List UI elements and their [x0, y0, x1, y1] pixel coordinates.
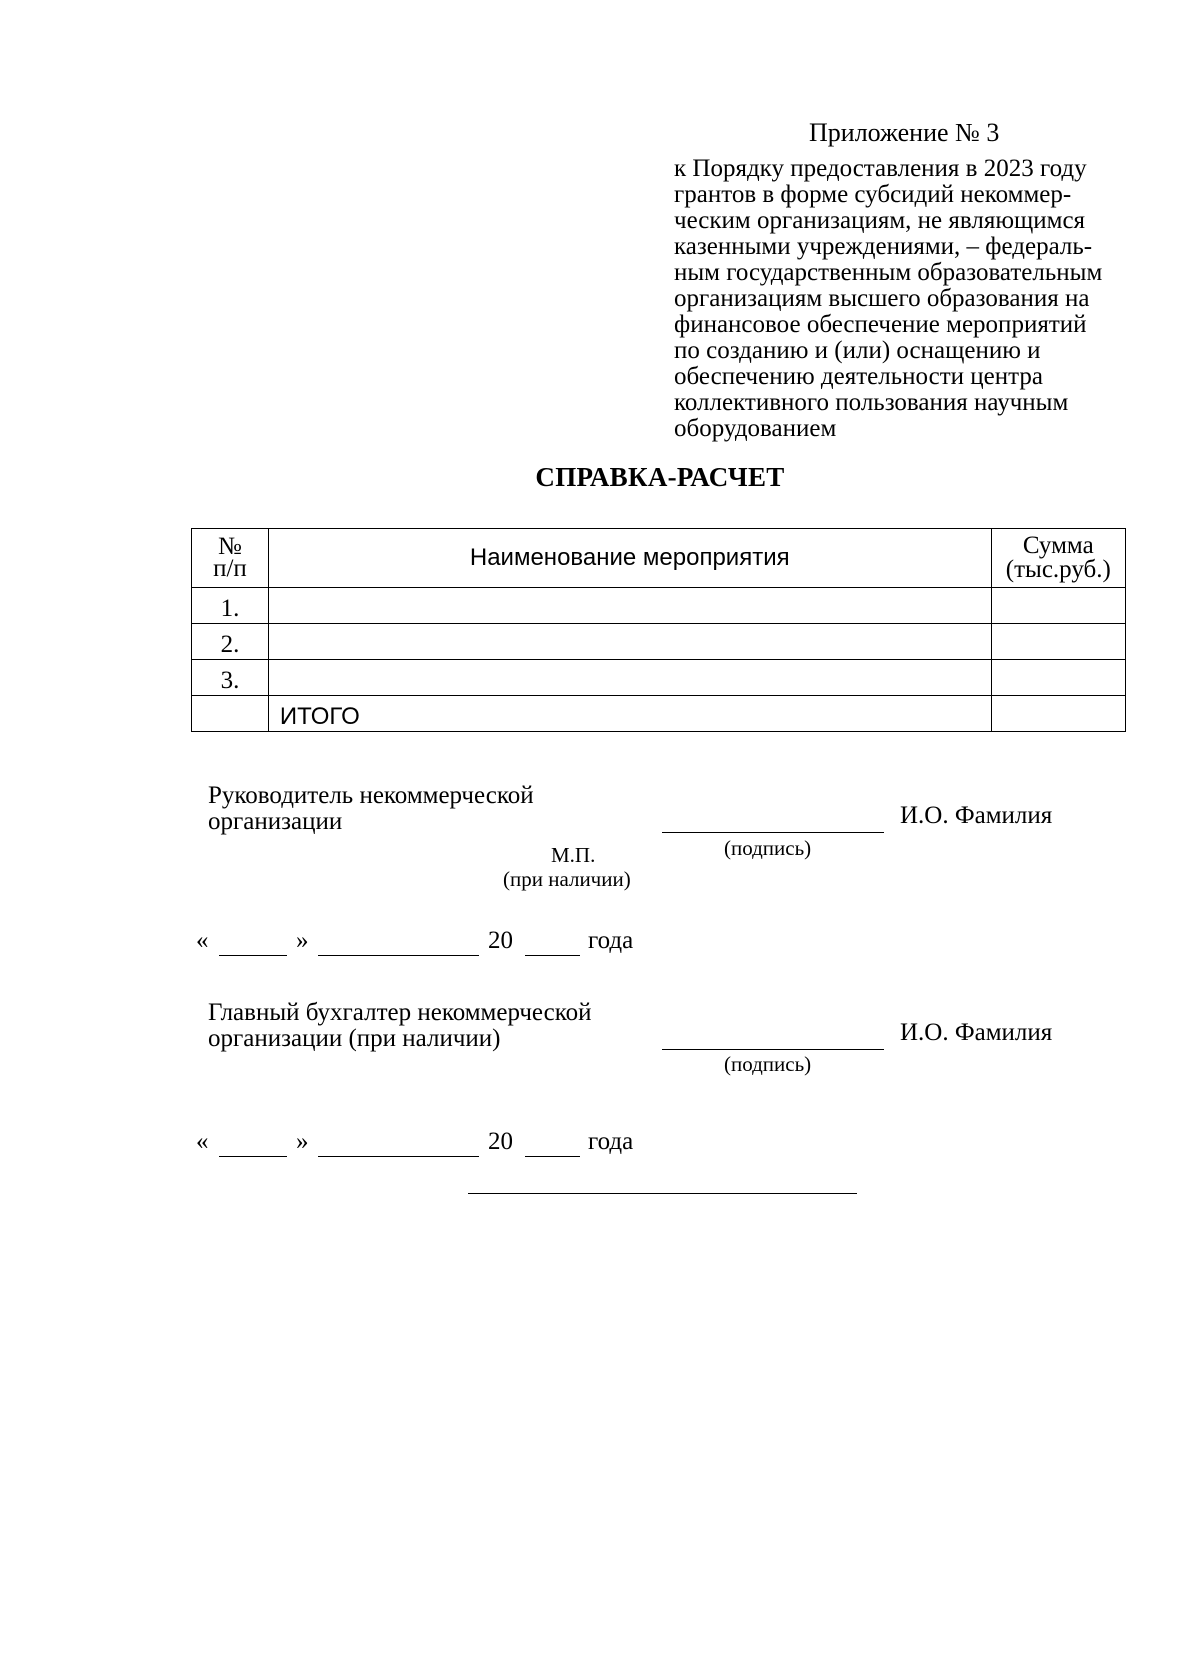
calculation-table	[191, 528, 1126, 732]
date-suffix: года	[588, 1128, 634, 1155]
document-title: СПРАВКА-РАСЧЕТ	[535, 462, 785, 492]
table-row	[192, 624, 1126, 660]
column-header-sum	[991, 529, 1125, 588]
date-century: 20	[488, 1128, 513, 1155]
annex-title: Приложение № 3	[809, 118, 1000, 147]
table-row	[192, 660, 1126, 696]
total-number-cell	[192, 696, 269, 732]
date-year-field[interactable]	[525, 1156, 580, 1157]
header-sum-line1: Сумма	[1022, 532, 1094, 559]
director-name: И.О. Фамилия	[900, 802, 1053, 829]
row-sum-cell[interactable]	[991, 624, 1125, 660]
annex-line: финансовое обеспечение мероприятий	[674, 311, 1087, 338]
director-title-line1: Руководитель некоммерческой	[208, 782, 534, 809]
date-close-quote: »	[296, 927, 309, 954]
date-open-quote: «	[196, 1128, 209, 1155]
date-century: 20	[488, 927, 513, 954]
date-close-quote: »	[296, 1128, 309, 1155]
column-header-number	[192, 529, 269, 588]
date-suffix: года	[588, 927, 634, 954]
date-day-field[interactable]	[219, 1156, 287, 1157]
stamp-label: М.П.	[551, 843, 596, 867]
header-sum-line2: (тыс.руб.)	[1005, 556, 1111, 583]
row-number: 1.	[192, 588, 269, 624]
director-title	[208, 783, 534, 835]
date-month-field[interactable]	[318, 955, 479, 956]
accountant-signature-line[interactable]	[662, 1049, 884, 1050]
header-number-line1: №	[218, 533, 242, 560]
annex-line: казенными учреждениями, – федераль-	[674, 233, 1093, 260]
column-header-name: Наименование мероприятия	[268, 529, 991, 588]
accountant-title	[208, 1000, 591, 1052]
accountant-title-line2: организации (при наличии)	[208, 1025, 501, 1052]
accountant-signature-caption: (подпись)	[724, 1052, 812, 1076]
date-day-field[interactable]	[219, 955, 287, 956]
annex-line: ным государственным образовательным	[674, 259, 1103, 286]
table-total-row	[192, 696, 1126, 732]
row-sum-cell[interactable]	[991, 588, 1125, 624]
annex-line: оборудованием	[674, 415, 837, 442]
annex-line: обеспечению деятельности центра	[674, 363, 1043, 390]
date-year-field[interactable]	[525, 955, 580, 956]
row-name-cell[interactable]	[268, 624, 991, 660]
annex-description	[674, 156, 1144, 442]
row-name-cell[interactable]	[268, 588, 991, 624]
total-label: ИТОГО	[268, 696, 991, 732]
accountant-name: И.О. Фамилия	[900, 1019, 1053, 1046]
row-number: 3.	[192, 660, 269, 696]
table-row	[192, 588, 1126, 624]
director-title-line2: организации	[208, 808, 343, 835]
header-number-line2: п/п	[213, 555, 247, 582]
date-month-field[interactable]	[318, 1156, 479, 1157]
annex-line: коллективного пользования научным	[674, 389, 1069, 416]
annex-line: к Порядку предоставления в 2023 году	[674, 155, 1087, 182]
director-signature-line[interactable]	[662, 832, 884, 833]
table-header-row	[192, 529, 1126, 588]
stamp-note: (при наличии)	[503, 867, 631, 891]
annex-line: ческим организациям, не являющимся	[674, 207, 1086, 234]
row-number: 2.	[192, 624, 269, 660]
accountant-title-line1: Главный бухгалтер некоммерческой	[208, 999, 592, 1026]
closing-separator-line	[468, 1193, 857, 1194]
date-open-quote: «	[196, 927, 209, 954]
annex-line: по созданию и (или) оснащению и	[674, 337, 1041, 364]
annex-line: грантов в форме субсидий некоммер-	[674, 181, 1072, 208]
row-sum-cell[interactable]	[991, 660, 1125, 696]
annex-line: организациям высшего образования на	[674, 285, 1090, 312]
total-sum-cell[interactable]	[991, 696, 1125, 732]
director-signature-caption: (подпись)	[724, 836, 812, 860]
row-name-cell[interactable]	[268, 660, 991, 696]
